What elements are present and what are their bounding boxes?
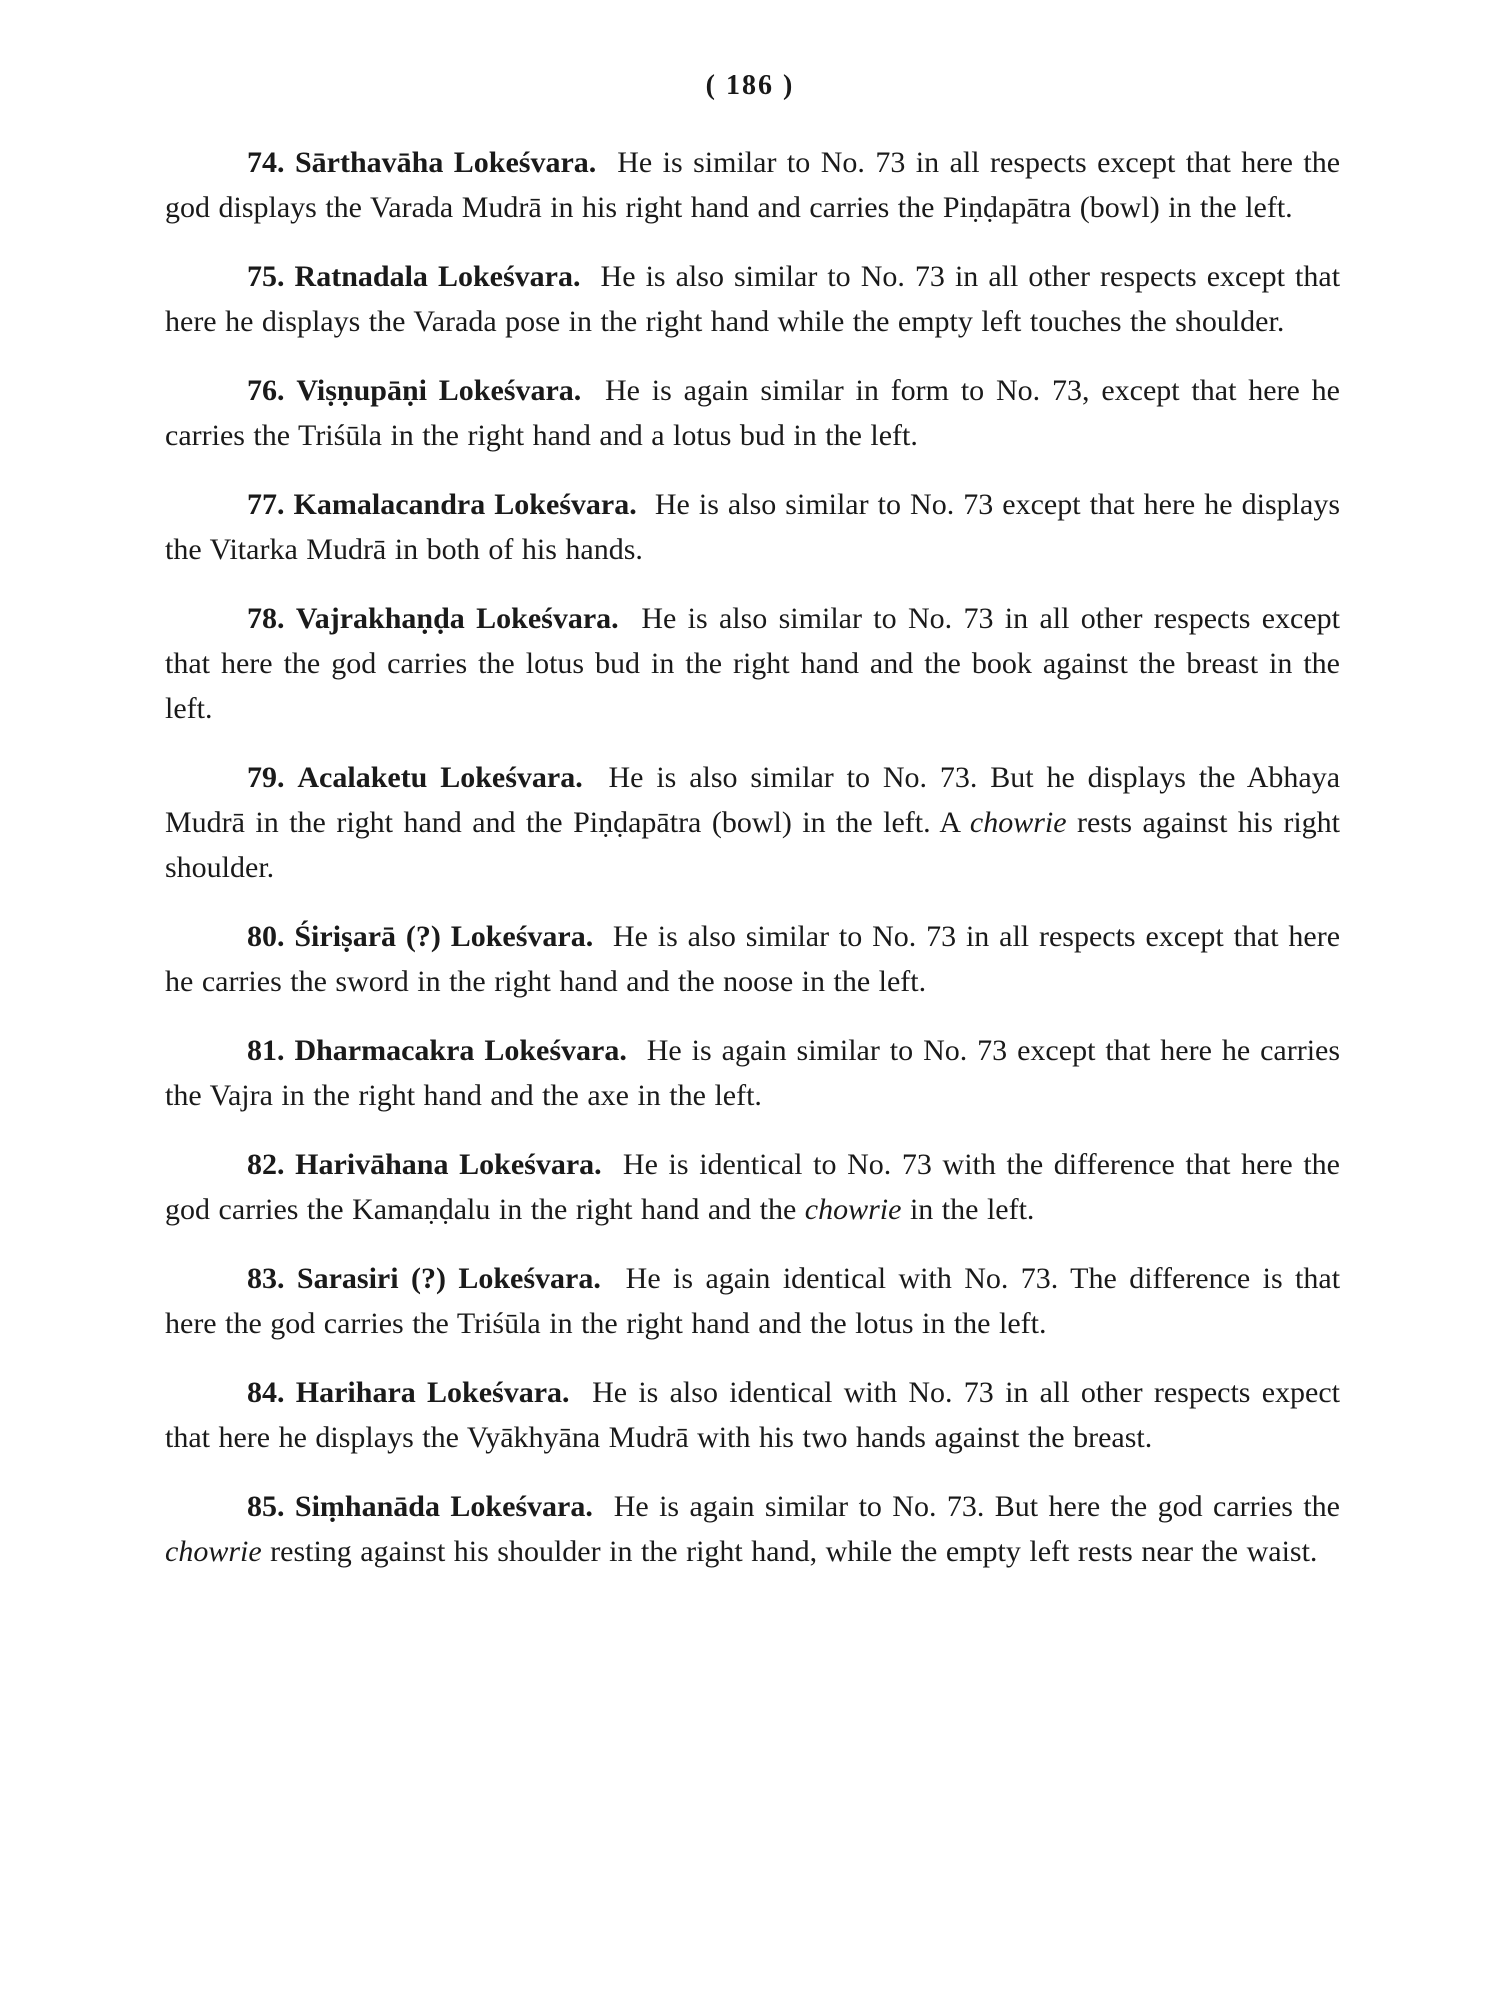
entry-76 xyxy=(165,368,1340,458)
entry-number: 78. xyxy=(247,602,285,635)
entry-75 xyxy=(165,254,1340,344)
entry-title: Harivāhana Lokeśvara. xyxy=(295,1148,602,1181)
entry-text-continued: resting against his shoulder in the right hand, while the empty left rests near the waist. xyxy=(270,1535,1318,1568)
entry-title: Kamalacandra Lokeśvara. xyxy=(293,488,637,521)
entry-85 xyxy=(165,1484,1340,1574)
entry-77 xyxy=(165,482,1340,572)
entry-italic-term: chowrie xyxy=(969,806,1067,839)
entry-title: Śiriṣarā (?) Lokeśvara. xyxy=(294,920,594,953)
entry-number: 77. xyxy=(247,488,285,521)
entry-text: He is also identical with No. 73 in all other respects expect that here he displays the Vyākhyāna Mudrā with his two hands against the breast. xyxy=(165,1376,1341,1454)
entry-text-continued: in the left. xyxy=(909,1193,1035,1226)
entry-79 xyxy=(165,755,1340,890)
entry-title: Sārthavāha Lokeśvara. xyxy=(294,146,597,179)
entry-text: He is again similar to No. 73. But here the god carries the xyxy=(613,1490,1340,1523)
entry-title: Viṣṇupāṇi Lokeśvara. xyxy=(296,374,582,407)
entry-text: He is again similar in form to No. 73, except that here he carries the Triśūla in the right hand and a lotus bud in the left. xyxy=(165,374,1340,452)
entry-italic-term: chowrie xyxy=(804,1193,902,1226)
entry-title: Acalaketu Lokeśvara. xyxy=(297,761,583,794)
entry-number: 81. xyxy=(247,1034,285,1067)
entry-number: 82. xyxy=(247,1148,285,1181)
entry-82 xyxy=(165,1142,1340,1232)
entry-text: He is also similar to No. 73 in all other respects except that here he displays the Varada pose in the right hand while the empty left touches the shoulder. xyxy=(165,260,1341,338)
entry-italic-term: chowrie xyxy=(165,1535,262,1568)
entry-title: Vajrakhaṇḍa Lokeśvara. xyxy=(295,602,619,635)
entry-number: 80. xyxy=(247,920,285,953)
entry-text: He is also similar to No. 73 in all respects except that here he carries the sword in the right hand and the noose in the left. xyxy=(165,920,1341,998)
entry-text: He is identical to No. 73 with the difference that here the god carries the Kamaṇḍalu in the right hand and the xyxy=(165,1148,1341,1226)
entry-number: 76. xyxy=(247,374,285,407)
entry-title: Sarasiri (?) Lokeśvara. xyxy=(296,1262,601,1295)
entry-text: He is also similar to No. 73 in all other respects except that here the god carries the lotus bud in the right hand and the book against the breast in the left. xyxy=(165,602,1341,725)
entry-title: Siṃhanāda Lokeśvara. xyxy=(294,1490,593,1523)
page-number: ( 186 ) xyxy=(705,70,795,101)
entry-78 xyxy=(165,596,1340,731)
entry-83 xyxy=(165,1256,1340,1346)
entry-74 xyxy=(165,140,1340,230)
entry-number: 85. xyxy=(247,1490,285,1523)
entry-text: He is also similar to No. 73 except that here he displays the Vitarka Mudrā in both of his hands. xyxy=(165,488,1340,566)
entry-81 xyxy=(165,1028,1340,1118)
entry-number: 79. xyxy=(247,761,285,794)
entry-title: Ratnadala Lokeśvara. xyxy=(294,260,581,293)
entry-text-continued: rests against his right shoulder. xyxy=(165,806,1340,884)
entry-text: He is again identical with No. 73. The difference is that here the god carries the Triśūla in the right hand and the lotus in the left. xyxy=(165,1262,1341,1340)
entry-text: He is also similar to No. 73. But he displays the Abhaya Mudrā in the right hand and the Piṇḍapātra (bowl) in the left. A xyxy=(165,761,1341,839)
entry-number: 84. xyxy=(247,1376,285,1409)
entry-title: Dharmacakra Lokeśvara. xyxy=(294,1034,627,1067)
entry-number: 75. xyxy=(247,260,285,293)
entry-text: He is again similar to No. 73 except that here he carries the Vajra in the right hand and the axe in the left. xyxy=(165,1034,1341,1112)
entry-number: 74. xyxy=(247,146,285,179)
entry-84 xyxy=(165,1370,1340,1460)
entry-title: Harihara Lokeśvara. xyxy=(295,1376,570,1409)
page-body xyxy=(165,140,1340,1598)
entry-text: He is similar to No. 73 in all respects except that here the god displays the Varada Mudrā in his right hand and carries the Piṇḍapātra (bowl) in the left. xyxy=(165,146,1341,224)
entry-number: 83. xyxy=(247,1262,285,1295)
entry-80 xyxy=(165,914,1340,1004)
